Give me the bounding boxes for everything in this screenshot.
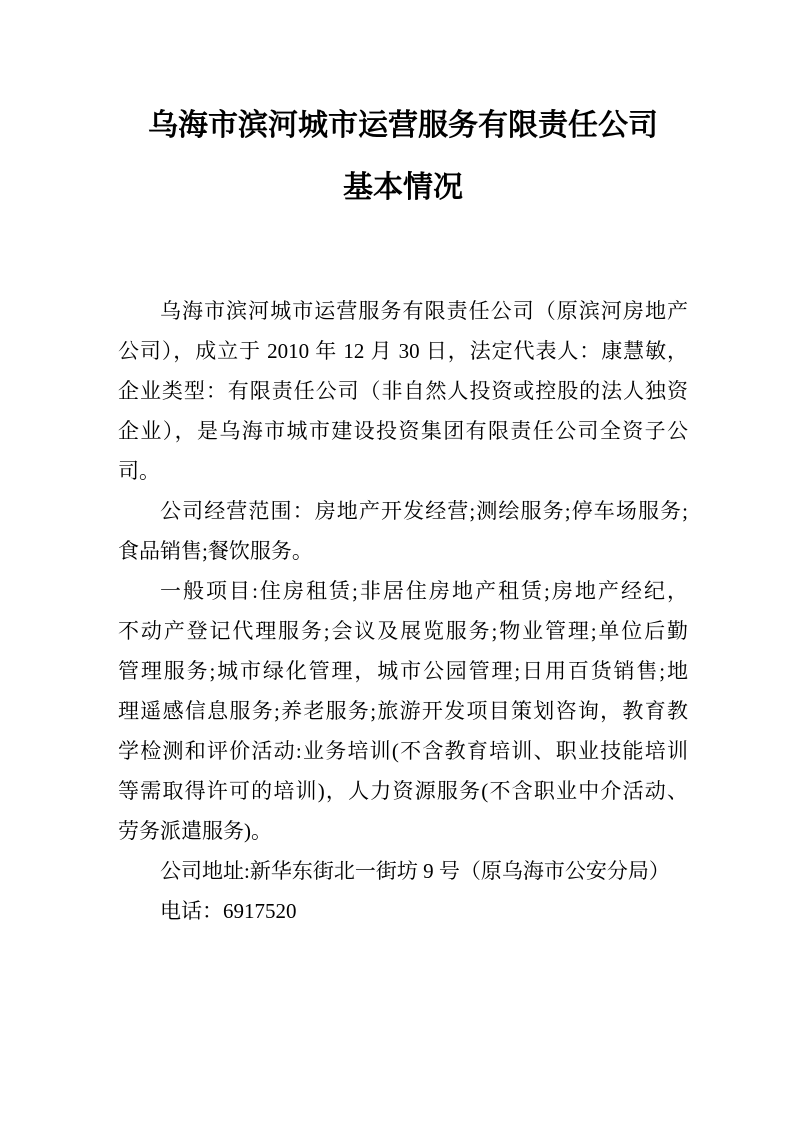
general-projects-line: 学检测和评价活动:业务培训(不含教育培训、职业技能培训 (118, 739, 688, 763)
general-projects-line: 理遥感信息服务;养老服务;旅游开发项目策划咨询，教育教 (118, 699, 688, 723)
business-scope-line: 食品销售;餐饮服务。 (118, 539, 313, 563)
intro-paragraph-line: 司。 (118, 459, 160, 483)
general-projects-line: 一般项目:住房租赁;非居住房地产租赁;房地产经纪， (160, 579, 688, 603)
general-projects-line: 劳务派遣服务)。 (118, 819, 272, 843)
document-title-line-2: 基本情况 (343, 171, 463, 204)
general-projects-line: 不动产登记代理服务;会议及展览服务;物业管理;单位后勤 (118, 619, 688, 643)
intro-paragraph-line: 企业），是乌海市城市建设投资集团有限责任公司全资子公 (118, 419, 688, 443)
intro-paragraph-line: 乌海市滨河城市运营服务有限责任公司（原滨河房地产 (160, 299, 688, 323)
business-scope-line: 公司经营范围：房地产开发经营;测绘服务;停车场服务; (160, 499, 688, 523)
general-projects-line: 管理服务;城市绿化管理，城市公园管理;日用百货销售;地 (118, 659, 688, 683)
company-address-line: 公司地址:新华东街北一街坊 9 号（原乌海市公安分局） (160, 859, 670, 883)
general-projects-line: 等需取得许可的培训)，人力资源服务(不含职业中介活动、 (118, 779, 688, 803)
intro-paragraph-line: 公司），成立于 2010 年 12 月 30 日，法定代表人：康慧敏， (118, 339, 688, 363)
intro-paragraph-line: 企业类型：有限责任公司（非自然人投资或控股的法人独资 (118, 379, 688, 403)
document-title-line-1: 乌海市滨河城市运营服务有限责任公司 (148, 109, 658, 142)
document-body (118, 291, 688, 931)
company-phone-line: 电话：6917520 (160, 899, 297, 923)
